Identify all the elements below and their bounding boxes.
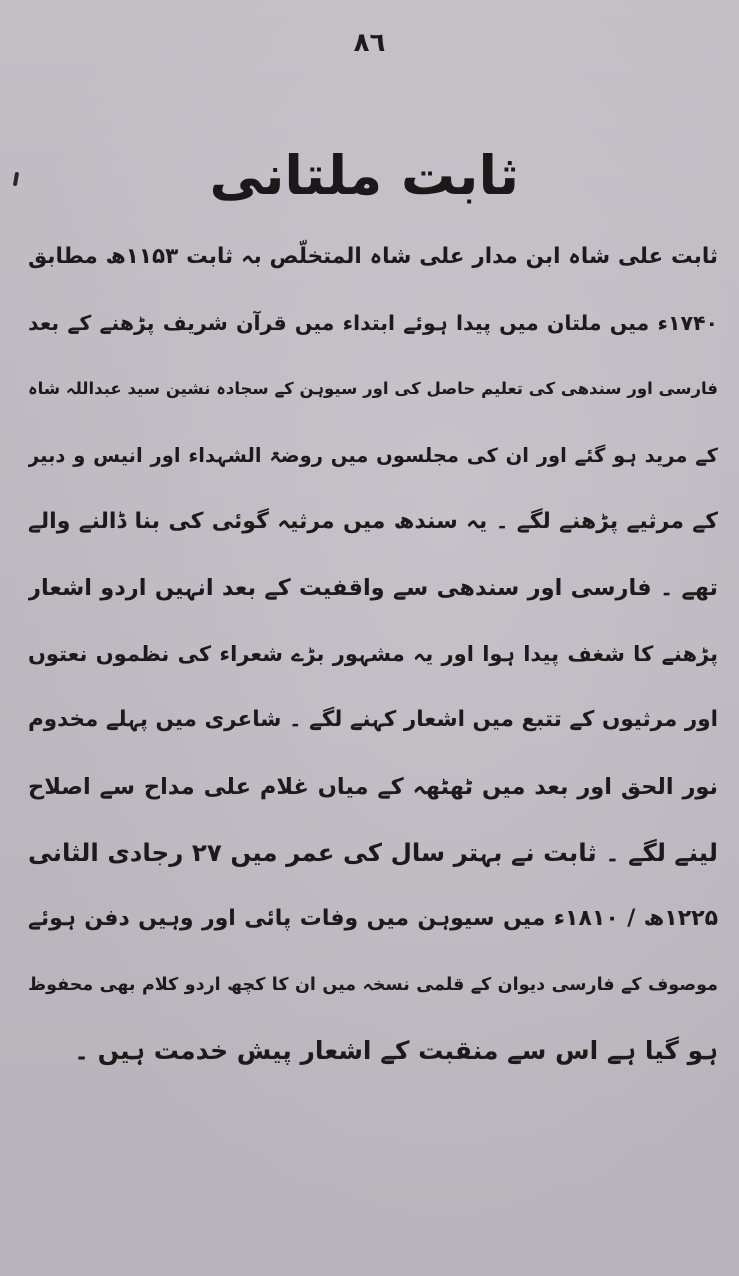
body-paragraph (28, 224, 718, 1084)
text-line: تھے ۔ فارسی اور سندھی سے واقفیت کے بعد انہیں اردو اشعار (28, 574, 718, 601)
text-line: نور الحق اور بعد میں ٹھٹھہ کے میاں غلام علی مداح سے اصلاح (28, 773, 718, 800)
text-line: ۱۷۴۰ء میں ملتان میں پیدا ہوئے ابتداء میں قرآن شریف پڑھنے کے بعد (28, 311, 718, 336)
text-line: ہو گیا ہے اس سے منقبت کے اشعار پیش خدمت ہیں ۔ (74, 1036, 718, 1066)
text-line: پڑھنے کا شغف پیدا ہوا اور یہ مشہور بڑے شعراء کی نظموں نعتوں (28, 642, 718, 667)
text-line: ثابت علی شاہ ابن مدار علی شاہ المتخلّص بہ ثابت ۱۱۵۳ھ مطابق (28, 244, 718, 269)
text-line: موصوف کے فارسی دیوان کے قلمی نسخہ میں ان کا کچھ اردو کلام بھی محفوظ (28, 975, 718, 996)
text-line: اور مرثیوں کے تتبع میں اشعار کہنے لگے ۔ شاعری میں پہلے مخدوم (28, 707, 718, 733)
text-line: لینے لگے ۔ ثابت نے بہتر سال کی عمر میں ۲۷ رجادی الثانی (28, 837, 718, 867)
text-line: ۱۲۲۵ھ / ۱۸۱۰ء میں سیوہن میں وفات پائی اور وہیں دفن ہوئے (28, 905, 718, 931)
margin-mark (13, 172, 19, 186)
section-title: ثابت ملتانی (209, 144, 519, 207)
text-line: کے مرید ہو گئے اور ان کی مجلسوں میں روضۃ الشہداء اور انیس و دبیر (28, 443, 718, 467)
text-line: فارسی اور سندھی کی تعلیم حاصل کی اور سیوہن کے سجادہ نشین سید عبداللہ شاہ (28, 379, 718, 399)
text-line: کے مرثیے پڑھنے لگے ۔ یہ سندھ میں مرثیہ گوئی کی بنا ڈالنے والے (28, 508, 718, 534)
page-number: ٨٦ (353, 28, 386, 58)
